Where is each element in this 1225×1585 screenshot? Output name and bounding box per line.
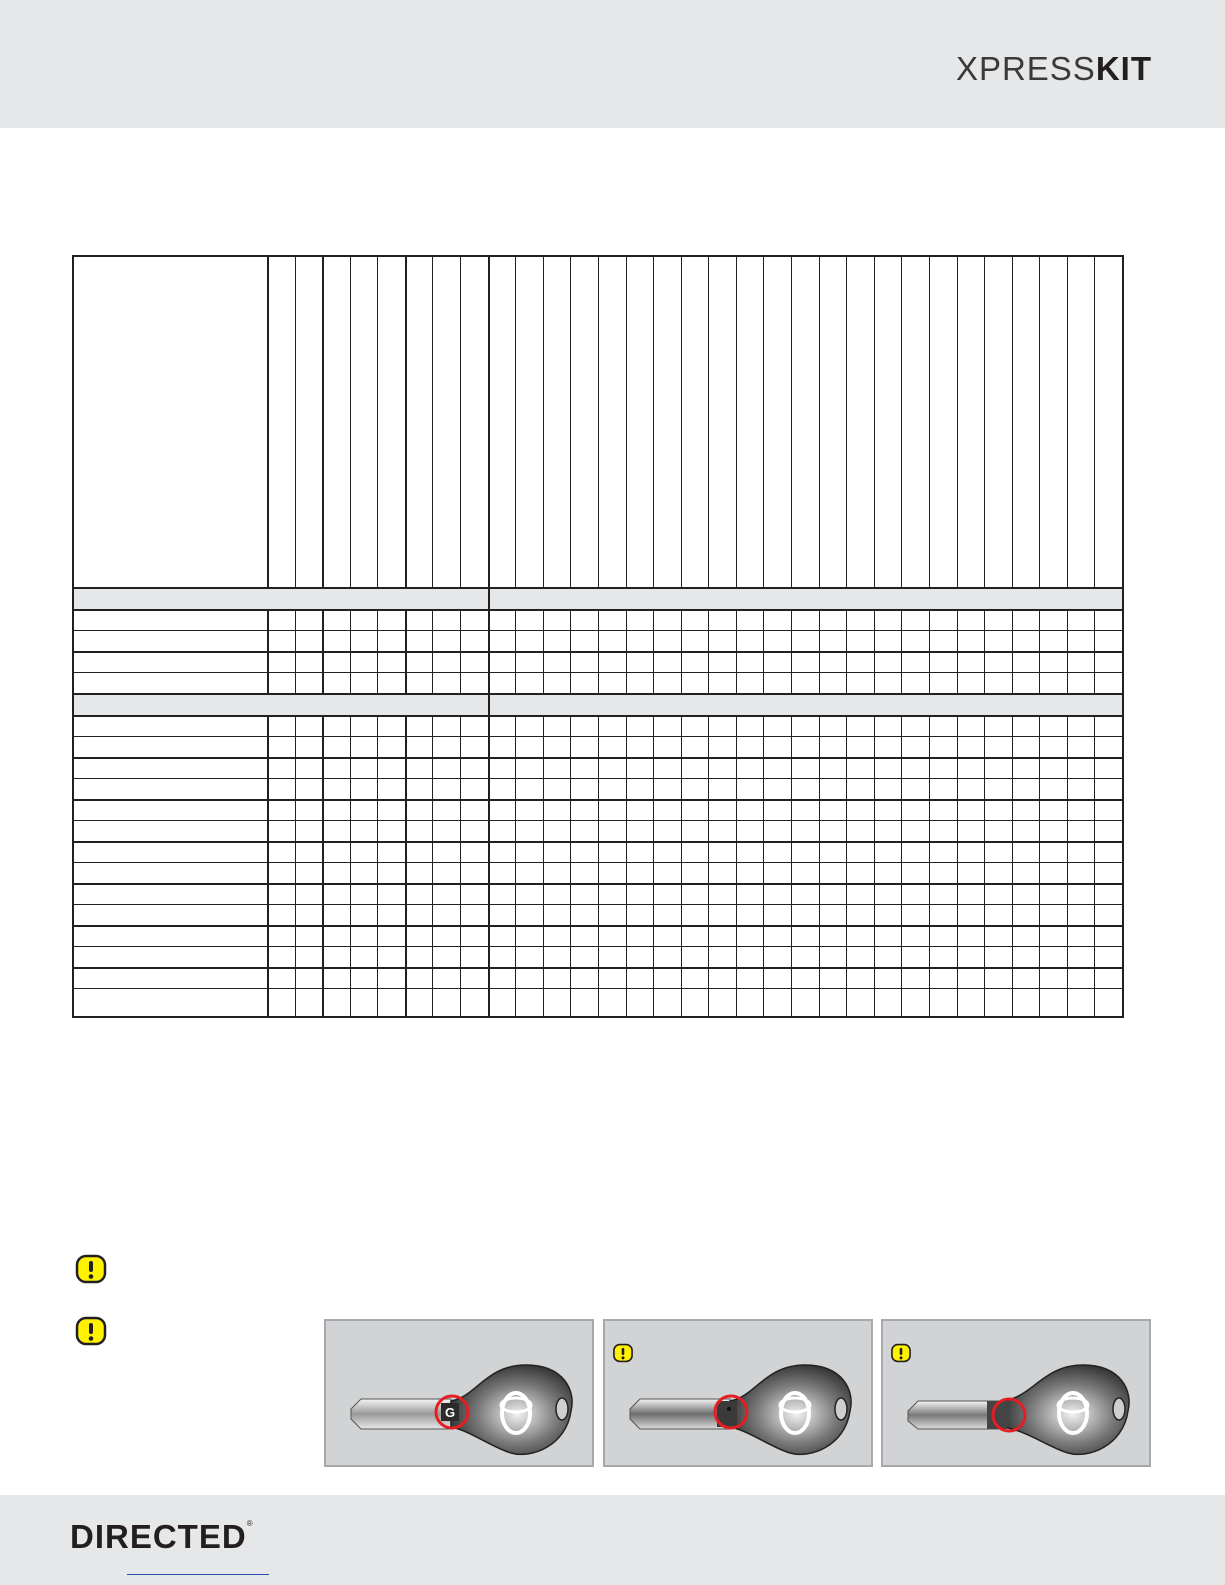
chart-row-divider	[74, 820, 1122, 821]
chart-row-divider	[74, 609, 1122, 611]
chart-row-divider	[74, 967, 1122, 969]
chart-row-divider	[74, 946, 1122, 947]
key-panel-plain-key	[881, 1319, 1151, 1467]
warning-icon	[612, 1343, 634, 1368]
chart-section-divider	[488, 587, 490, 609]
key-g-mark: G	[444, 1405, 456, 1420]
chart-row-divider	[74, 715, 1122, 717]
key-panel-dot-key	[603, 1319, 873, 1467]
vehicle-compatibility-chart	[72, 255, 1124, 1018]
chart-section-band	[74, 587, 1122, 609]
page-footer	[0, 1495, 1225, 1585]
chart-row-divider	[74, 672, 1122, 673]
chart-row-divider	[74, 799, 1122, 801]
toyota-key-plain-icon	[883, 1321, 1151, 1467]
toyota-key-dot-icon	[605, 1321, 873, 1467]
logo-bold-text: KIT	[1095, 50, 1152, 87]
chart-row-divider	[74, 883, 1122, 885]
chart-row-divider	[74, 988, 1122, 989]
brand-name: DIRECTED	[70, 1518, 247, 1555]
chart-row-divider	[74, 757, 1122, 759]
chart-row-divider	[74, 925, 1122, 927]
chart-row-divider	[74, 778, 1122, 779]
logo-light-text: XPRESS	[955, 50, 1096, 87]
footer-link-underline[interactable]	[127, 1574, 269, 1575]
chart-row-divider	[74, 904, 1122, 905]
chart-row-divider	[74, 841, 1122, 843]
warning-icon	[74, 1254, 108, 1284]
chart-section-divider	[488, 693, 490, 715]
chart-row-divider	[74, 630, 1122, 631]
warning-icon	[74, 1316, 108, 1346]
chart-row-divider	[74, 736, 1122, 737]
key-panel-g-key	[324, 1319, 594, 1467]
toyota-key-g-icon	[326, 1321, 594, 1467]
page-header	[0, 0, 1225, 128]
xpresskit-logo	[956, 52, 1152, 85]
chart-row-divider	[74, 587, 1122, 589]
chart-row-divider	[74, 651, 1122, 653]
chart-row-divider	[74, 862, 1122, 863]
chart-row-divider	[74, 693, 1122, 695]
chart-section-band	[74, 693, 1122, 715]
brand-mark: ®	[246, 1519, 254, 1528]
directed-logo	[70, 1520, 254, 1553]
warning-icon	[890, 1343, 912, 1368]
